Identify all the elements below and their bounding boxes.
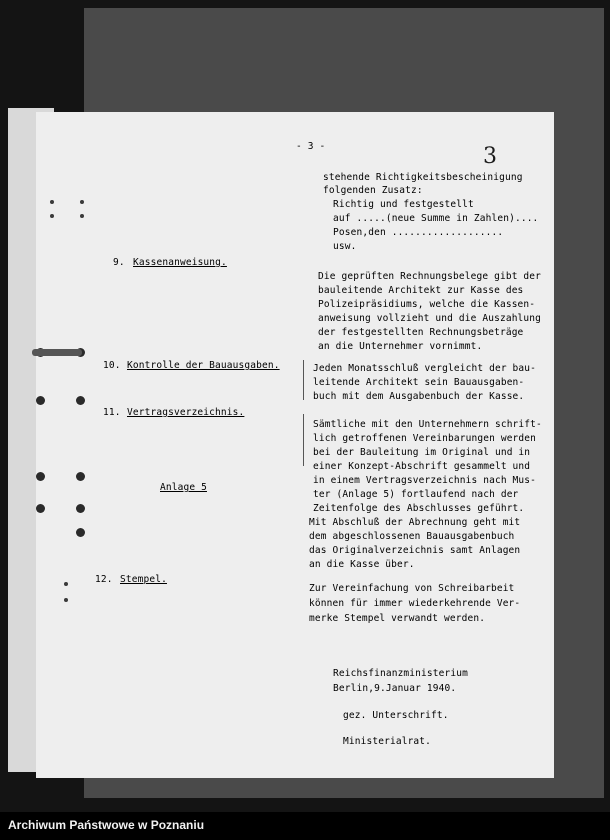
punch-hole — [36, 396, 45, 405]
anlage-reference: Anlage 5 — [160, 482, 207, 493]
punch-hole — [76, 472, 85, 481]
section-9-line-2: bauleitende Architekt zur Kasse des — [318, 285, 524, 296]
section-11-line-9: dem abgeschlossenen Bauausgabenbuch — [309, 531, 515, 542]
section-10-line-3: buch mit dem Ausgabenbuch der Kasse. — [313, 391, 525, 402]
section-9-line-4: anweisung vollzieht und die Auszahlung — [318, 313, 542, 324]
section-10-line-2: leitende Architekt sein Bauausgaben- — [313, 377, 525, 388]
archive-name: Archiwum Państwowe w Poznaniu — [8, 818, 205, 832]
section-11-line-5: in einem Vertragsverzeichnis nach Mus- — [313, 475, 537, 486]
punch-hole — [36, 504, 45, 513]
section-11-line-11: an die Kasse über. — [309, 559, 415, 570]
section-11-number: 11. — [103, 407, 121, 418]
section-9-line-1: Die geprüften Rechnungsbelege gibt der — [318, 271, 542, 282]
section-12-line-2: können für immer wiederkehrende Ver- — [309, 598, 521, 609]
staple-mark — [50, 200, 54, 204]
staple-mark — [50, 214, 54, 218]
signature-signed: gez. Unterschrift. — [343, 710, 449, 721]
section-12-number: 12. — [95, 574, 113, 585]
paper-clip — [32, 349, 82, 356]
punch-hole — [36, 472, 45, 481]
continuation-line-1: stehende Richtigkeitsbescheinigung — [323, 172, 523, 183]
section-10-line-1: Jeden Monatsschluß vergleicht der bau- — [313, 363, 537, 374]
section-12-line-3: merke Stempel verwandt werden. — [309, 613, 486, 624]
section-11-line-1: Sämtliche mit den Unternehmern schrift- — [313, 419, 542, 430]
section-10-title: Kontrolle der Bauausgaben. — [127, 360, 280, 371]
continuation-line-6: usw. — [333, 241, 357, 252]
page-number: - 3 - — [296, 141, 326, 152]
continuation-line-3: Richtig und festgestellt — [333, 199, 474, 210]
section-10-number: 10. — [103, 360, 121, 371]
section-9-line-3: Polizeipräsidiums, welche die Kassen- — [318, 299, 536, 310]
signature-title: Ministerialrat. — [343, 736, 432, 747]
section-11-title: Vertragsverzeichnis. — [127, 407, 245, 418]
section-11-line-4: einer Konzept-Abschrift gesammelt und — [313, 461, 531, 472]
section-11-line-7: Zeitenfolge des Abschlusses geführt. — [313, 503, 525, 514]
signature-place-date: Berlin,9.Januar 1940. — [333, 683, 457, 694]
staple-mark — [80, 214, 84, 218]
margin-mark — [303, 360, 304, 400]
section-12-title: Stempel. — [120, 574, 167, 585]
section-9-title: Kassenanweisung. — [133, 257, 227, 268]
section-11-line-6: ter (Anlage 5) fortlaufend nach der — [313, 489, 519, 500]
continuation-line-5: Posen,den ................... — [333, 227, 504, 238]
section-11-line-10: das Originalverzeichnis samt Anlagen — [309, 545, 521, 556]
section-12-line-1: Zur Vereinfachung von Schreibarbeit — [309, 583, 515, 594]
signature-authority: Reichsfinanzministerium — [333, 668, 468, 679]
section-11-line-3: bei der Bauleitung im Original und in — [313, 447, 531, 458]
staple-mark — [64, 598, 68, 602]
section-9-number: 9. — [113, 257, 125, 268]
section-11-line-2: lich getroffenen Vereinbarungen werden — [313, 433, 537, 444]
section-9-line-6: an die Unternehmer vornimmt. — [318, 341, 483, 352]
margin-mark — [303, 414, 304, 466]
continuation-line-4: auf .....(neue Summe in Zahlen).... — [333, 213, 539, 224]
staple-mark — [64, 582, 68, 586]
staple-mark — [80, 200, 84, 204]
handwritten-page-number: 3 — [483, 144, 497, 169]
punch-hole — [76, 528, 85, 537]
punch-hole — [76, 504, 85, 513]
continuation-line-2: folgenden Zusatz: — [323, 185, 423, 196]
section-9-line-5: der festgestellten Rechnungsbeträge — [318, 327, 524, 338]
section-11-line-8: Mit Abschluß der Abrechnung geht mit — [309, 517, 521, 528]
punch-hole — [76, 396, 85, 405]
